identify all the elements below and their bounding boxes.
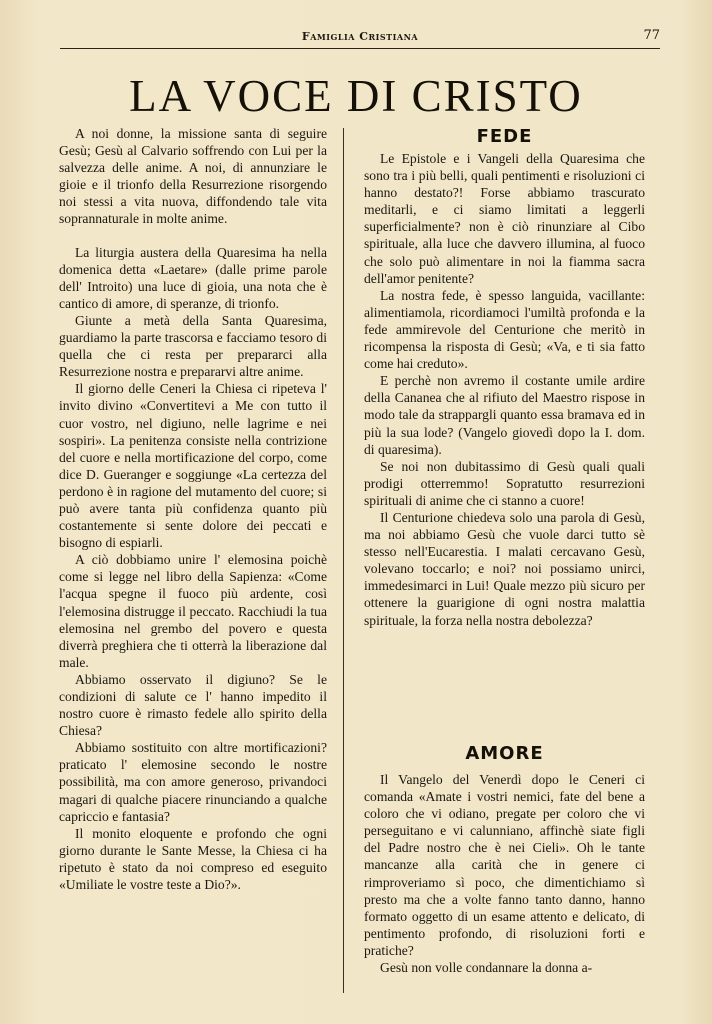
paragraph: Il giorno delle Ceneri la Chiesa ci ripeteva l' invito divino «Convertitevi a Me con tutto il cuor vostro, nel digiuno, nelle lagrime e nei sospiri». La penitenza consiste nella contrizione del cuore e nella mortificazione del corpo, come dice D. Gueranger e soggiunge «La certezza del perdono è in ragione del mutamento del cuore; si può avere tanta più confidenza quanto più costantemente si sente dolore dei peccati e bisogno di espiarli. (59, 381, 327, 551)
paragraph: Giunte a metà della Santa Quaresima, guardiamo la parte trascorsa e facciamo tesoro di quella che ci resta per prepararci alla Resurrezione nostra e prepararvi altre anime. (59, 312, 327, 380)
paragraph: A ciò dobbiamo unire l' elemosina poichè come si legge nel libro della Sapienza: «Come l'acqua spegne il fuoco più ardente, così l'elemosina distrugge il peccato. Racchiudi la tua elemosina nel grembo del povero e questa diverrà preghiera che ti otterrà la liberazione dal male. (59, 552, 327, 670)
paragraph: La liturgia austera della Quaresima ha nella domenica detta «Laetare» (dalle prime parole dell' Introito) una luce di gioia, una nota che è cantico di amore, di speranze, di trionfo. (59, 244, 327, 311)
article-title: LA VOCE DI CRISTO (129, 71, 583, 121)
right-column-amore (364, 771, 645, 976)
running-title: Famiglia Cristiana (301, 30, 419, 43)
paragraph: Il monito eloquente e profondo che ogni giorno durante le Sante Messe, la Chiesa ci ha ripetuto è stato da noi compreso ed eseguito «Umiliate le vostre teste a Dio?». (59, 825, 327, 893)
paragraph: Se noi non dubitassimo di Gesù quali quali prodigi otterremmo! Sopratutto resurrezioni spirituali di anime che ci stanno a cuore! (364, 458, 645, 508)
paragraph: Abbiamo sostituito con altre mortificazioni? praticato l' elemosine secondo le nostre possibilità, ma con amore generoso, privandoci magari di qualche piacere rinunciando a qualche capriccio e fantasia? (59, 740, 327, 824)
paragraph: Le Epistole e i Vangeli della Quaresima che sono tra i più belli, quali pentimenti e risoluzioni ci hanno destato?! Forse abbiamo trascurato meditarli, e ci siamo limitati a leggerli superficialmente? non è ciò rinunziare al Cibo spirituale, alla luce che davvero illumina, al fuoco che solo può alimentare in noi la fiamma sacra dell'amor penitente? (364, 151, 645, 286)
paragraph: Gesù non volle condannare la donna a- (380, 960, 593, 976)
paragraph: Il Vangelo del Venerdì dopo le Ceneri ci comanda «Amate i vostri nemici, fate del bene a coloro che vi odiano, pregate per coloro che vi perseguitano e vi calunniano, affinchè siate figli del Padre nostro che è nei Cieli». Oh le tante mancanze alla carità che in genere ci rimproveriamo sì poco, che dimentichiamo sì presto ma che a volte fanno tanto danno, hanno formato oggetto di un esame attento e delicato, di pentimento profondo, di risoluzioni forti e pratiche? (364, 772, 645, 958)
paragraph: A noi donne, la missione santa di seguire Gesù; Gesù al Calvario soffrendo con Lui per la salvezza delle anime. A noi, di annunziare le gioie e il trionfo della Resurrezione risorgendo noi stessi a vita nuova, diffondendo tale vita soprannaturale in molte anime. (59, 126, 327, 227)
page-number: 77 (643, 28, 660, 43)
running-header (60, 30, 660, 49)
section-heading-amore: AMORE (465, 743, 544, 764)
right-column-fede (364, 150, 645, 629)
section-heading-fede: FEDE (476, 126, 533, 147)
paragraph: Il Centurione chiedeva solo una parola di Gesù, ma noi abbiamo Gesù che vuole darci tutto sè stesso nell'Eucarestia. I malati cercavano Gesù, volevano toccarlo; e noi? noi possiamo unirci, immedesimarci in Lui! Quale mezzo più sicuro per ottenere la guarigione di ogni nostra malattia spirituale, la forza nella nostra debolezza? (364, 509, 645, 628)
paragraph: La nostra fede, è spesso languida, vacillante: alimentiamola, ricordiamoci l'umiltà profonda e la fede ammirevole del Centurione che meritò in ricompensa la risposta di Gesù; «Va, e ti sia fatto come hai creduto». (364, 287, 645, 372)
paragraph: E perchè non avremo il costante umile ardire della Cananea che al rifiuto del Maestro rispose in modo tale da strappargli quanto essa bramava ed in più la sua lode? (Vangelo giovedì dopo la I. dom. di quaresima). (364, 373, 645, 457)
paragraph: Abbiamo osservato il digiuno? Se le condizioni di salute ce l' hanno impedito il nostro cuore è rimasto fedele allo spirito della Chiesa? (59, 671, 327, 739)
column-divider (343, 128, 344, 993)
left-column (59, 125, 327, 893)
